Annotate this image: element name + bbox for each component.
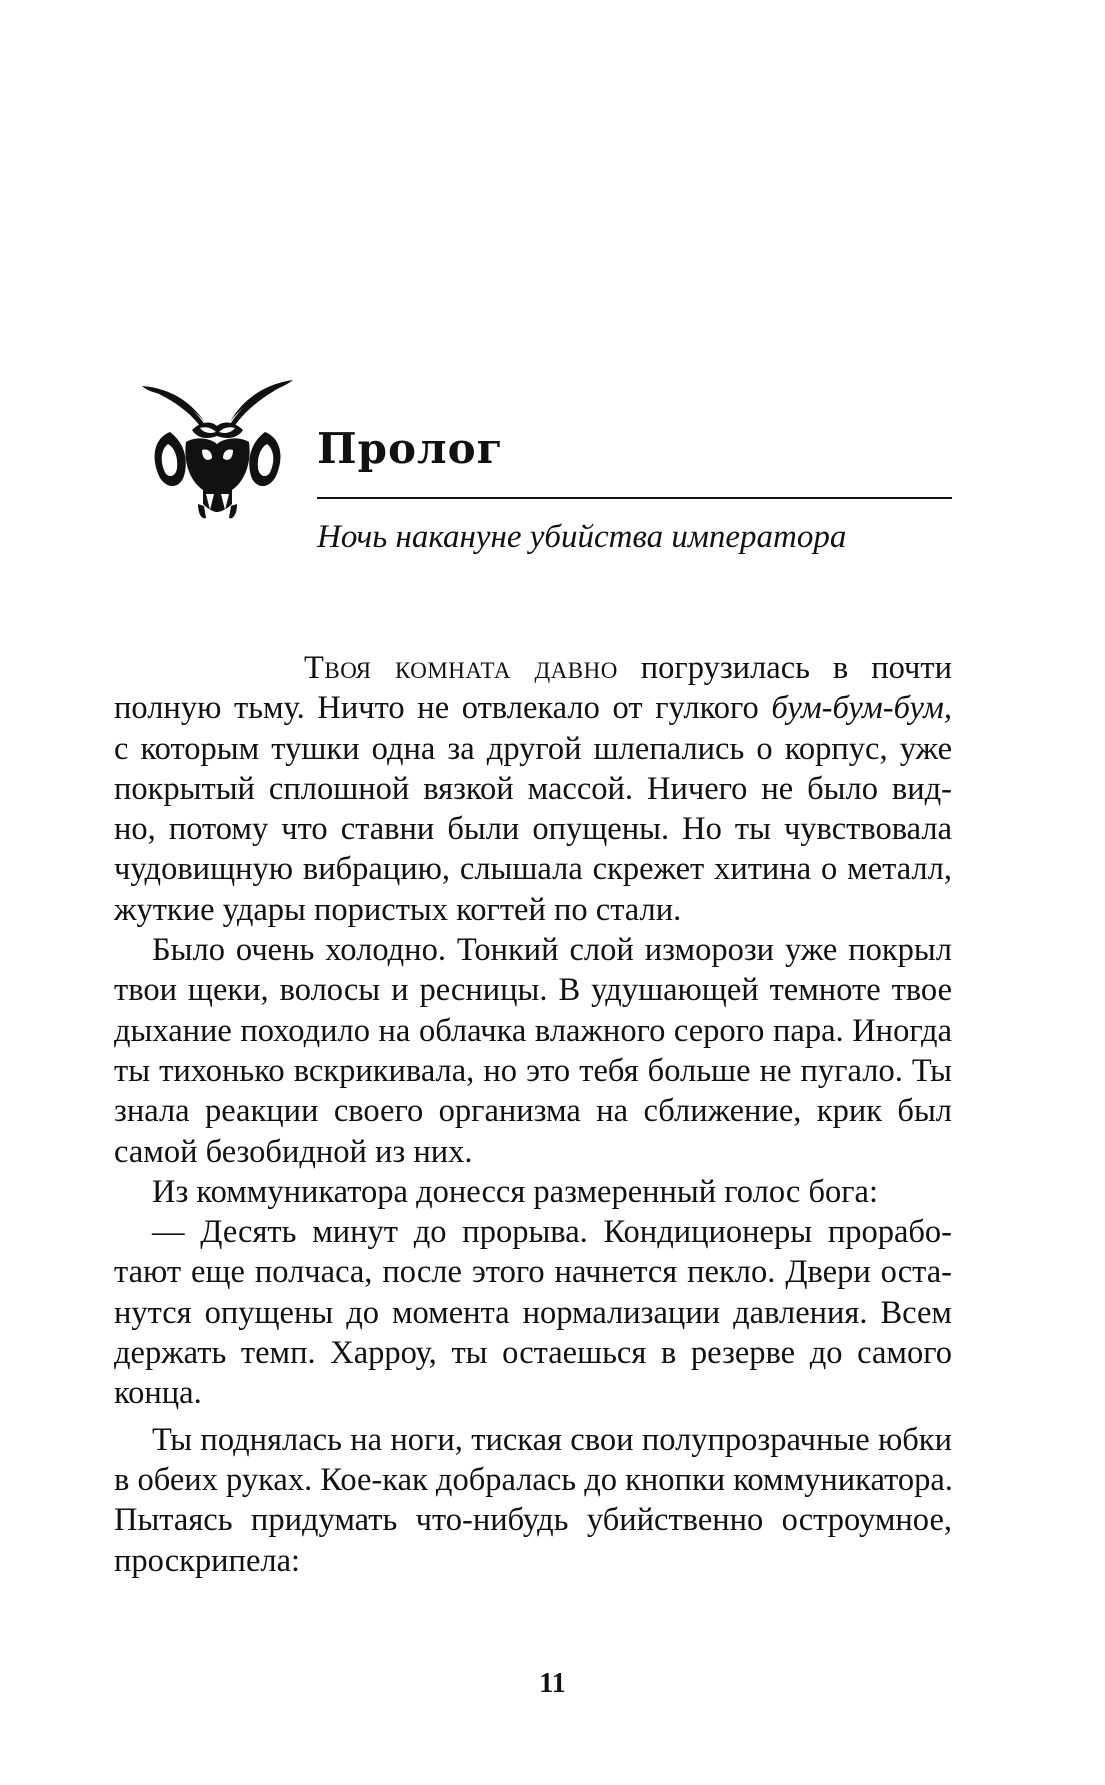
text-line: Было очень холодно. Тонкий слой изморози уже покрыл: [152, 932, 952, 969]
text-line: но, потому что ставни были опущены. Но ты чувствовала: [114, 811, 952, 848]
text-line: — Десять минут до прорыва. Кондиционеры прорабо-: [152, 1214, 952, 1251]
title-divider: [317, 497, 952, 499]
text-line: Из коммуникатора донесся размеренный голос бога:: [152, 1173, 879, 1210]
paragraph-1: [114, 648, 952, 930]
text-line: покрытый сплошной вязкой массой. Ничего не было вид-: [114, 770, 952, 807]
text-fragment: полную тьму. Ничто не отвлекало от гулкого: [114, 690, 772, 727]
text-line: с которым тушки одна за другой шлепались о корпус, уже: [114, 730, 952, 767]
text-line: [114, 688, 952, 728]
text-fragment: погрузилась в почти: [617, 650, 952, 686]
page-number: 11: [539, 1668, 566, 1699]
text-line: держать темп. Харроу, ты остаешься в резерве до самого: [114, 1335, 952, 1372]
body-text: [114, 648, 952, 1581]
text-line: проскрипела:: [114, 1542, 301, 1579]
text-line: чудовищную вибрацию, слышала скрежет хитина о металл,: [114, 851, 952, 888]
text-line: тают еще полчаса, после этого начнется пекло. Двери оста-: [114, 1254, 952, 1291]
paragraph-4: [114, 1212, 952, 1413]
text-line: [114, 648, 952, 688]
text-line: жуткие удары пористых когтей по стали.: [114, 891, 682, 928]
text-line: твои щеки, волосы и ресницы. В удушающей темноте твое: [114, 972, 952, 1009]
emphasis: бум-бум-бум,: [771, 690, 952, 727]
paragraph-2: [114, 930, 952, 1172]
text-line: ты тихонько вскрикивала, но это тебя больше не пугало. Ты: [114, 1052, 952, 1089]
lead-in-caps: Твоя комната давно: [304, 650, 618, 686]
text-line: конца.: [114, 1375, 202, 1412]
text-line: Пытаясь придумать что-нибудь убийственно остроумное,: [114, 1502, 952, 1539]
text-line: самой безобидной из них.: [114, 1133, 473, 1170]
text-line: в обеих руках. Кое-как добралась до кнопки коммуникатора.: [114, 1461, 953, 1498]
mantis-head-icon: [140, 378, 295, 523]
text-line: дыхание походило на облачка влажного серого пара. Иногда: [114, 1012, 952, 1049]
chapter-subtitle: Ночь накануне убийства императора: [317, 519, 847, 555]
paragraph-3: [114, 1172, 952, 1212]
text-line: знала реакции своего организма на сближение, крик был: [114, 1093, 952, 1130]
text-line: Ты поднялась на ноги, тиская свои полупрозрачные юбки: [152, 1421, 952, 1458]
text-line: нутся опущены до момента нормализации давления. Всем: [114, 1294, 952, 1331]
paragraph-5: [114, 1420, 952, 1581]
chapter-title: Пролог: [317, 424, 504, 473]
